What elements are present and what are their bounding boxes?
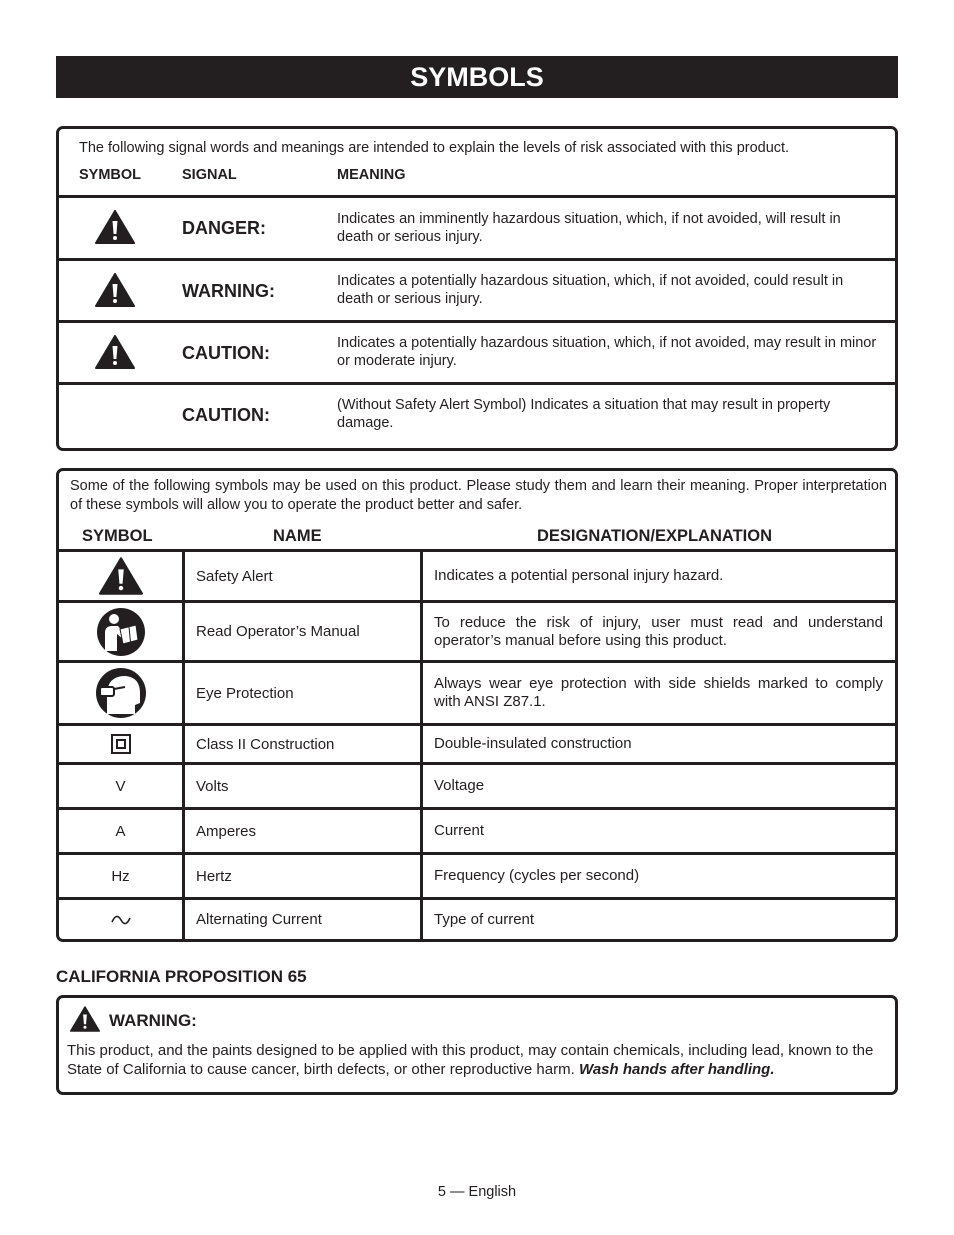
signal-meaning: (Without Safety Alert Symbol) Indicates a situation that may result in property damage. <box>337 397 831 431</box>
signal-row-warning <box>59 258 895 320</box>
symbol-designation: Frequency (cycles per second) <box>434 867 640 884</box>
safety-alert-icon <box>95 273 135 307</box>
symbol-name: Hertz <box>196 867 232 885</box>
signal-word: DANGER: <box>182 218 266 238</box>
symbol-designation: Type of current <box>434 910 535 928</box>
table-row <box>59 852 895 897</box>
table-row <box>59 897 895 939</box>
symbol-name: Safety Alert <box>196 567 273 585</box>
header-designation: DESIGNATION/EXPLANATION <box>537 527 772 545</box>
symbol-cell <box>59 900 182 939</box>
symbol-name: Class II Construction <box>196 735 335 753</box>
safety-alert-icon <box>95 210 135 244</box>
safety-alert-icon <box>95 335 135 369</box>
symbols-table <box>56 468 898 942</box>
symbol-cell <box>59 663 182 723</box>
table-row <box>59 723 895 762</box>
symbol-designation: Voltage <box>434 777 485 794</box>
symbol-cell: V <box>115 777 126 795</box>
page-footer: 5 — English <box>437 1184 517 1200</box>
prop65-warning-box <box>56 995 898 1095</box>
prop65-text <box>67 1041 893 1079</box>
safety-alert-icon <box>99 557 143 595</box>
header-name: NAME <box>273 527 322 545</box>
eye-protection-icon <box>95 667 147 719</box>
read-manual-icon <box>96 607 146 657</box>
symbol-cell <box>59 603 182 660</box>
safety-alert-icon <box>70 1006 100 1032</box>
signal-word: CAUTION: <box>182 343 270 363</box>
signal-meaning: Indicates a potentially hazardous situation, which, if not avoided, could result in death or serious injury. <box>337 273 844 307</box>
signal-words-table <box>56 126 898 451</box>
symbol-name: Eye Protection <box>196 684 294 702</box>
table-row <box>59 549 895 600</box>
table-row <box>59 660 895 723</box>
prop65-body: This product, and the paints designed to be applied with this product, may contain chemicals, including lead, known to the State of California to cause cancer, birth defects, or other reproductive harm. <box>67 1042 874 1078</box>
signal-meaning: Indicates a potentially hazardous situation, which, if not avoided, may result in minor or moderate injury. <box>337 335 877 369</box>
signal-row-caution <box>59 320 895 382</box>
signal-word: WARNING: <box>182 281 275 301</box>
signal-row-caution-no-symbol <box>59 382 895 448</box>
table-row <box>59 600 895 660</box>
header-signal: SIGNAL <box>182 167 237 183</box>
symbol-name: Volts <box>196 777 229 795</box>
prop65-title: CALIFORNIA PROPOSITION 65 <box>56 967 307 986</box>
alternating-current-icon <box>111 914 131 926</box>
symbols-intro: Some of the following symbols may be used on this product. Please study them and learn their meaning. Proper interpretation of these symbols will allow you to operate the product better and safer. <box>70 478 887 513</box>
header-symbol: SYMBOL <box>79 167 142 183</box>
symbol-name: Alternating Current <box>196 911 322 928</box>
header-symbol: SYMBOL <box>82 527 153 545</box>
symbol-cell: A <box>115 822 126 840</box>
symbol-designation: Current <box>434 822 485 839</box>
symbol-name: Read Operator’s Manual <box>196 623 360 640</box>
class-ii-construction-icon <box>111 734 131 754</box>
table-row <box>59 762 895 807</box>
header-meaning: MEANING <box>337 167 406 183</box>
symbol-cell <box>59 552 182 600</box>
symbol-cell: Hz <box>111 867 130 885</box>
table-row <box>59 807 895 852</box>
symbol-designation: Indicates a potential personal injury hazard. <box>434 567 724 584</box>
signal-row-danger <box>59 195 895 258</box>
symbol-name: Amperes <box>196 822 257 840</box>
symbol-designation: Always wear eye protection with side shields marked to comply with ANSI Z87.1. <box>434 675 883 710</box>
signal-meaning: Indicates an imminently hazardous situation, which, if not avoided, will result in death or serious injury. <box>337 211 841 245</box>
signal-word: CAUTION: <box>182 405 270 425</box>
signal-intro: The following signal words and meanings are intended to explain the levels of risk associated with this product. <box>79 140 790 156</box>
page-title: SYMBOLS <box>56 56 898 98</box>
prop65-emphasis: Wash hands after handling. <box>578 1061 775 1078</box>
symbol-designation: To reduce the risk of injury, user must read and understand operator’s manual before using this product. <box>434 613 883 649</box>
prop65-warning-label: WARNING: <box>109 1011 197 1030</box>
symbol-designation: Double-insulated construction <box>434 735 632 752</box>
symbol-cell <box>59 726 182 762</box>
